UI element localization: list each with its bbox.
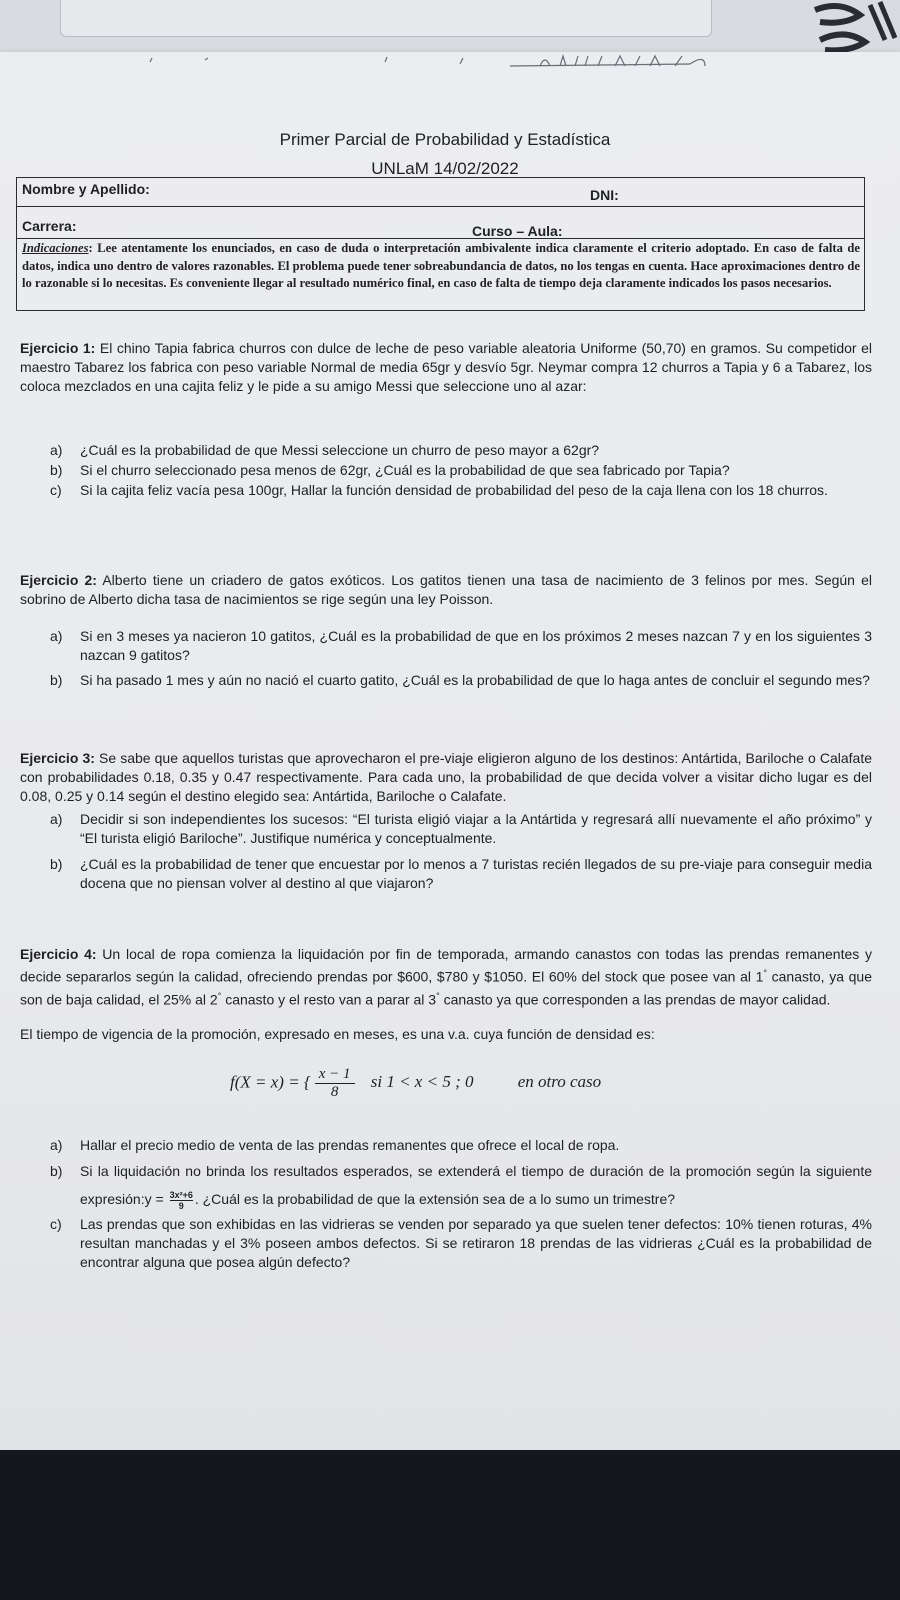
exercise-label: Ejercicio 4: [20,946,97,962]
dni-label: DNI: [590,187,619,203]
exercise-4-item-c: c) Las prendas que son exhibidas en las vidrieras se venden por separado ya que suelen tener defectos: 10% tienen roturas, 4% resultan manchadas y el 3% poseen ambos defectos. Si se retiraron 18 prendas de las vidrieras ¿Cuál es la probabilidad de encontrar alguna que posea algún defecto? [50,1216,872,1270]
exercise-3-item-a: a) Decidir si son independientes los sucesos: “El turista eligió viajar a la Antártida y regresará allí nuevamente el año próximo” y “El turista eligió Bariloche”. Justifique numérica y conceptualmente. [50,811,872,846]
row-divider [17,238,864,239]
row-divider [17,206,864,207]
exercise-1-item-b: b) Si el churro seleccionado pesa menos de 62gr, ¿Cuál es la probabilidad de que sea fabricado por Tapia? [50,462,730,478]
exercise-label: Ejercicio 3: [20,750,95,766]
exercise-4-item-a: a) Hallar el precio medio de venta de las prendas remanentes que ofrece el local de ropa. [50,1137,620,1153]
exercise-2-item-b: b) Si ha pasado 1 mes y aún no nació el cuarto gatito, ¿Cuál es la probabilidad de que lo haga antes de concluir el segundo mes? [50,672,870,688]
exercise-2: Ejercicio 2: Alberto tiene un criadero de gatos exóticos. Los gatitos tienen una tasa de nacimiento de 3 felinos por mes. Según el sobrino de Alberto dicha tasa de nacimientos se rige según una ley Poisson. [20,572,873,607]
exercise-4: Ejercicio 4: Un local de ropa comienza la liquidación por fin de temporada, armando canastos con todas las prendas remanentes y decide separarlos según la calidad, ofreciendo prendas por $600, $780 y $1050. El 60% del stock que posee van al 1° canasto, ya que son de baja calidad, el 25% al 2° canasto y el resto van a parar al 3° canasto ya que corresponden a las prendas de mayor calidad. [20,946,872,1008]
formula-fraction: $\frac{x - 1}{8}$ [315,1066,355,1101]
exercise-label: Ejercicio 1: [20,340,96,356]
desk-bottom [0,1450,900,1600]
exercise-3: Ejercicio 3: Se sabe que aquellos turistas que aprovecharon el pre-viaje eligieron alguno de los destinos: Antártida, Bariloche o Calafate con probabilidades 0.18, 0.35 y 0.47 respectivamente. Para cada uno, la probabilidad de que decida volver a visitar dicho lugar es del 0.08, 0.25 y 0.14 según el destino elegido sea: Antártida, Bariloche o Calafate. [20,750,873,804]
course-label: Curso – Aula: [472,223,563,239]
expression-fraction: $\frac{\text{3x²+6}}{9}$ [169,1189,193,1211]
density-formula: f(X = x) = { $\frac{x - 1}{8}$ si 1 < x < 5 ; 0 en otro caso [230,1066,602,1100]
name-label: Nombre y Apellido: [22,181,150,197]
student-info-box [16,177,865,311]
exercise-label: Ejercicio 2: [20,572,97,588]
handwriting-marks [130,52,730,76]
exercise-1-item-a: a) ¿Cuál es la probabilidad de que Messi seleccione un churro de peso mayor a 62gr? [50,442,600,458]
indications-text: Indicaciones: Lee atentamente los enunciados, en caso de duda o interpretación ambivalente indica claramente el criterio adoptado. En caso de falta de datos, indica uno dentro de valores razonables. El problema puede tener sobreabundancia de datos, no los tengas en cuenta. Hace aproximaciones dentro de lo razonable si lo necesitas. Es conveniente llegar al resultado numérico final, en caso de falta de tiempo deja claramente indicados los pasos necesarios. [22,241,860,290]
exercise-1: Ejercicio 1: El chino Tapia fabrica churros con dulce de leche de peso variable aleatoria Uniforme (50,70) en gramos. Su competidor el maestro Tabarez los fabrica con peso variable Normal de media 65gr y desvío 5gr. Neymar compra 12 churros a Tapia y 6 a Tabarez, los coloca mezclados en una cajita feliz y le pide a su amigo Messi que seleccione uno al azar: [20,340,872,394]
exercise-4-density-intro: El tiempo de vigencia de la promoción, expresado en meses, es una v.a. cuya función de densidad es: [20,1026,655,1042]
exercise-4-item-b: b) Si la liquidación no brinda los resultados esperados, se extenderá el tiempo de duración de la promoción según la siguiente expresión:y = $\frac{\text{3x²+6}}{9}$ . ¿Cuál es la probabilidad de que la extensión sea de a lo sumo un trimestre? [50,1163,872,1211]
exam-title: Primer Parcial de Probabilidad y Estadística [279,130,611,149]
exercise-3-item-b: b) ¿Cuál es la probabilidad de tener que encuestar por lo menos a 7 turistas recién llegados de su pre-viaje para conseguir media docena que no piensan volver al destino al que viajaron? [50,856,872,891]
career-label: Carrera: [22,218,77,234]
exercise-2-item-a: a) Si en 3 meses ya nacieron 10 gatitos, ¿Cuál es la probabilidad de que en los próximos 2 meses nazcan 7 y en los siguientes 3 nazcan 9 gatitos? [50,628,872,663]
previous-sheet-edge [60,0,712,37]
exercise-1-item-c: c) Si la cajita feliz vacía pesa 100gr, Hallar la función densidad de probabilidad del peso de la caja llena con los 18 churros. [50,482,828,498]
indications-label: Indicaciones [22,241,89,255]
exam-subtitle: UNLaM 14/02/2022 [371,159,519,178]
corner-decoration [800,0,900,60]
